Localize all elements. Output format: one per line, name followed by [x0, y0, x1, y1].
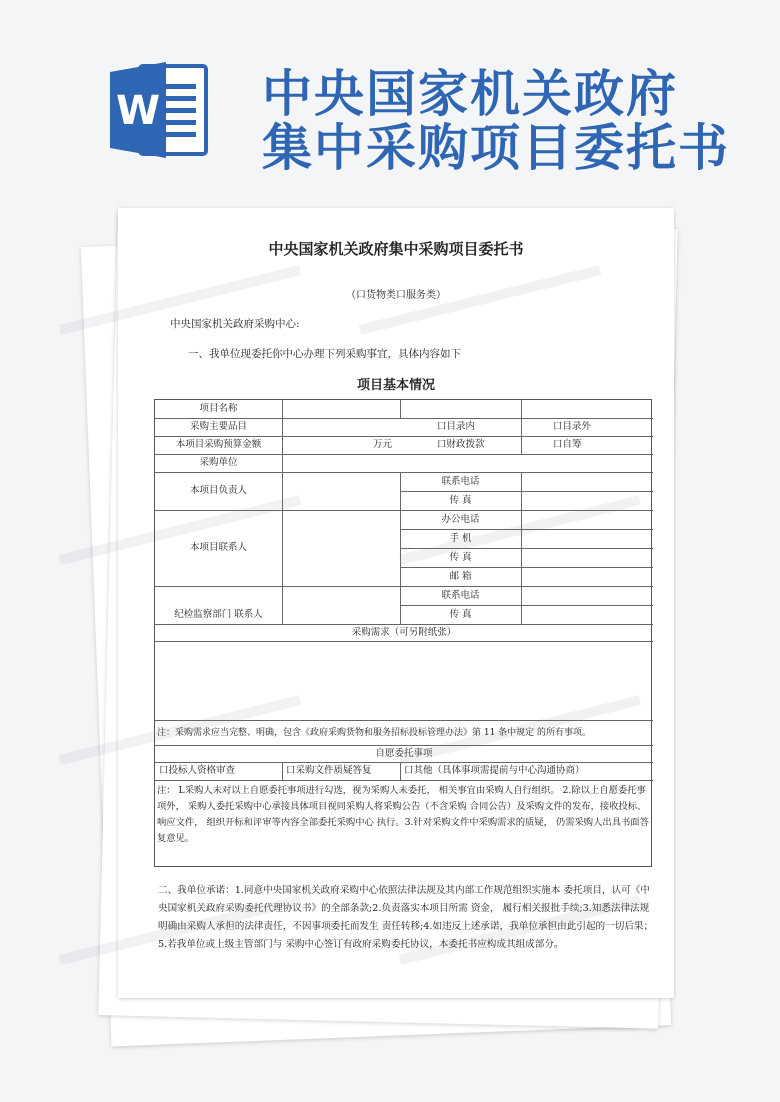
svg-text:W: W	[115, 88, 161, 134]
label-phone: 联系电话	[441, 590, 480, 601]
table-rule	[155, 762, 653, 763]
checkbox-self-funded[interactable]: 口自筹	[553, 439, 582, 450]
table-rule	[155, 454, 653, 455]
table-rule	[400, 400, 401, 418]
budget-unit: 万元	[373, 439, 393, 450]
label-responsible: 本项目负责人	[189, 485, 247, 496]
label-mobile: 手 机	[449, 533, 472, 544]
table-rule	[155, 436, 653, 437]
label-budget: 本项目采购预算金额	[175, 439, 262, 450]
table-rule	[400, 762, 401, 780]
banner-title-line-1: 中央国家机关政府	[262, 65, 678, 123]
label-main-items: 采购主要品目	[189, 421, 247, 432]
table-rule	[400, 491, 653, 492]
checkbox-doc-query-reply[interactable]: 口采购文件质疑答复	[286, 765, 372, 776]
demand-note: 注：采购需求应当完整、明确，包含《政府采购货物和服务招标投标管理办法》第 11 条中规定 的所有事项。	[157, 728, 592, 738]
table-rule	[400, 567, 653, 568]
document-subtitle: （口货物类口服务类）	[346, 290, 446, 301]
table-rule	[521, 472, 522, 624]
checkbox-out-catalog[interactable]: 口目录外	[553, 421, 592, 432]
word-document-icon	[110, 58, 210, 162]
label-email: 邮 箱	[449, 571, 472, 582]
table-rule	[400, 529, 653, 530]
pledge-paragraph: 二、我单位承诺：1.同意中央国家机关政府采购中心依照法律法规及其内部工作规范组织实施本 委托项目，认可《中央国家机关政府采购委托代理协议书》的全部条款;2.负责落实本项目所需 资金， 履行相关报批手续;3.知悉法律法规明确由采购人承担的法律责任，不因事项委托而发生 责任转移;4.如违反上述承诺，我单位承担由此引起的一切后果； 5.若我单位或上级主管部门与 采购中心签订有政府采购委托协议，本委托书应构成其组成部分。	[158, 885, 654, 950]
checkbox-fiscal[interactable]: 口财政拨款	[437, 439, 485, 450]
table-rule	[282, 400, 283, 624]
table-rule	[155, 745, 653, 746]
table-rule	[155, 586, 653, 587]
banner-title-line-2: 集中采购项目委托书	[262, 119, 730, 177]
table-rule	[400, 472, 401, 624]
label-demand-title: 采购需求（可另附纸张）	[351, 627, 457, 638]
table-rule	[155, 624, 653, 625]
table-rule	[155, 641, 653, 642]
label-phone: 联系电话	[441, 476, 480, 487]
banner-header	[0, 0, 780, 190]
label-voluntary-title: 自愿委托事项	[375, 748, 433, 759]
table-rule	[155, 472, 653, 473]
table-rule	[521, 400, 522, 454]
table-rule	[155, 720, 653, 721]
label-project-name: 项目名称	[199, 403, 238, 414]
intro-paragraph: 一、我单位现委托你中心办理下列采购事宜，具体内容如下	[188, 348, 461, 360]
table-rule	[400, 605, 653, 606]
label-office-phone: 办公电话	[441, 514, 480, 525]
checkbox-qualification-review[interactable]: 口投标人资格审查	[159, 765, 236, 776]
checkbox-other[interactable]: 口其他（具体事项需提前与中心沟通协商）	[404, 765, 585, 776]
voluntary-note: 注： L采购人未对以上自愿委托事项进行勾选，视为采购人未委托， 相关事宜由采购人自行组织。 2.除以上自愿委托事项外， 采购人委托采购中心承接具体项目视同采购人将采购公告（不含采购 合同公告）及采购文件的发布，接收投标、 响应文件， 组织开标和评审等内容全部委托采购中心 执行。3.针对采购文件中采购需求的质疑， 仍需采购人出具书面答复意见。	[157, 785, 649, 844]
document-title: 中央国家机关政府集中采购项目委托书	[268, 240, 524, 258]
table-rule	[400, 548, 653, 549]
document-page	[118, 208, 674, 998]
section-title: 项目基本情况	[356, 378, 435, 393]
table-rule	[282, 762, 283, 780]
label-discipline-dept: 纪检监察部门 联系人	[174, 609, 263, 620]
checkbox-in-catalog[interactable]: 口目录内	[437, 421, 476, 432]
project-info-table	[154, 399, 652, 867]
label-purchaser: 采购单位	[199, 457, 238, 468]
label-fax: 传 真	[449, 495, 472, 506]
label-fax: 传 真	[449, 552, 472, 563]
label-contact-person: 本项目联系人	[189, 542, 247, 553]
addressee: 中央国家机关政府采购中心:	[170, 318, 300, 330]
table-rule	[155, 510, 653, 511]
table-rule	[155, 418, 653, 419]
label-fax: 传 真	[449, 609, 472, 620]
table-rule	[155, 780, 653, 781]
